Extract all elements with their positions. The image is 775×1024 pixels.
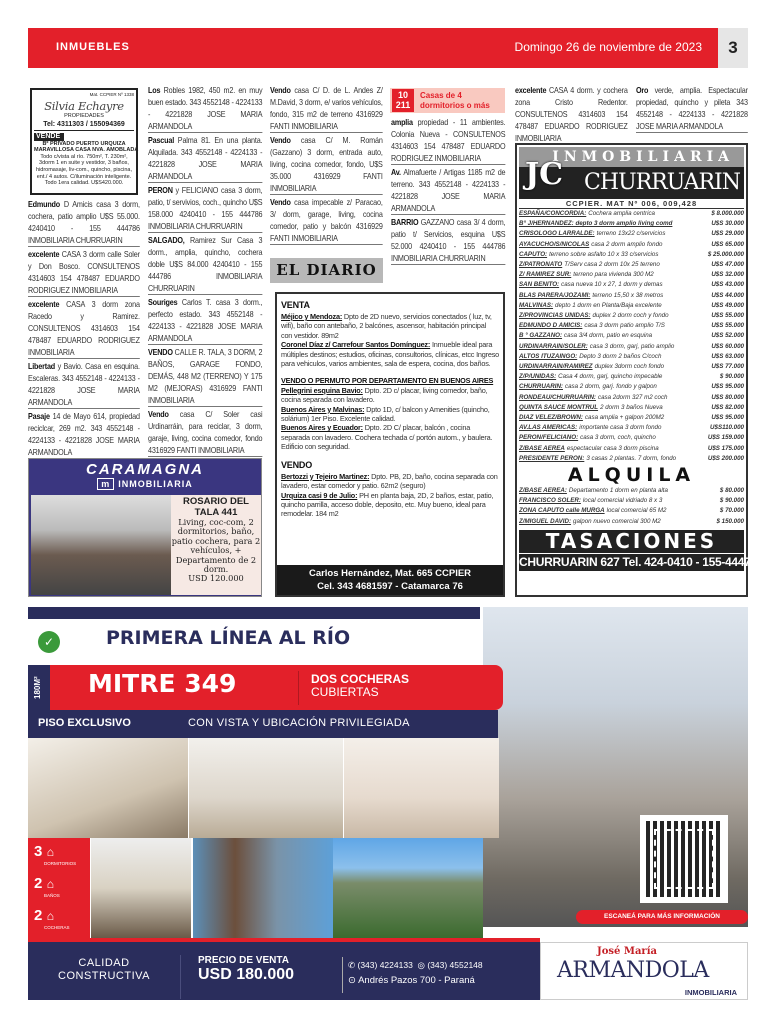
river-view-photo <box>333 838 483 938</box>
headline: PRIMERA LÍNEA AL RÍO <box>106 627 351 649</box>
ad-text: Palma 81. En una planta. Alquilada. 343 4552148 - 4224133 - 4221828 JOSE MARIA ARMANDOLA <box>148 135 263 181</box>
ad-keyword: excelente <box>28 249 60 259</box>
ad-keyword: Av. <box>391 167 401 177</box>
price-row: DIAZ VELEZ/BROWN: casa amplia + galpon 200M2 U$S 95.000 <box>519 414 744 422</box>
price-row: PRESIDENTE PERON: 3 casas 2 plantas. 7 dorm, fondo U$S 200.000 <box>519 454 744 462</box>
price-row: AV.LAS AMERICAS: importante casa 3 dorm fondo U$S110.000 <box>519 424 744 432</box>
ad-text: y Bavio. Casa en esquina. Escaleras. 343 4552148 - 4224133 - 4221828 JOSE MARIA ARMANDOLA <box>28 361 140 407</box>
ad-text: propiedad - 11 ambientes. Colonia Nueva - CONSULTENOS 4314603 154 478487 EDUARDO RODRIGUEZ INMOBILIARIA <box>391 117 506 163</box>
price-row: CAPUTO: terreno sobre asfalto 10 x 33 c/servicios $ 25.000.000 <box>519 250 744 258</box>
price-row: ZONA CAPUTO calle MURGA local comercial 65 M2 $ 70.000 <box>519 507 744 515</box>
ad-keyword: Oro <box>636 85 649 95</box>
phone-2[interactable]: (343) 4552148 <box>427 960 483 970</box>
price-row: AYACUCHO/S/NICOLAS casa 2 dorm amplio fondo U$S 65.000 <box>519 240 744 248</box>
bathroom-photo <box>91 838 191 938</box>
ad-text: casa C/ Soler casi Urdinarráin, para reciclar, 3 dorm, garaje, living, cocina comedor, fondo 4316929 FANTI INMOBILIARIA <box>148 409 263 455</box>
ad-keyword: Vendo <box>148 409 169 419</box>
ad-brand: Silvia Echayre <box>44 99 124 113</box>
classified-ad <box>636 84 748 133</box>
ad-text: 14 de Mayo 614, propiedad reciclcar, 269 m2. 343 4552148 - 4224133 - 4221828 JOSE MARIA ARMANDOLA <box>28 411 140 457</box>
exclusive-label: PISO EXCLUSIVO <box>38 717 131 729</box>
feature-item: 2 ⌂ COCHERAS <box>34 907 70 930</box>
carlos-hernandez-ad <box>275 292 505 597</box>
churruarin-top: INMOBILIARIA <box>519 147 744 167</box>
classified-ad <box>28 248 140 297</box>
price-row: MALVINAS: depto 1 dorm en Planta/Baja excelente U$S 49.000 <box>519 301 744 309</box>
classified-ad <box>391 116 505 165</box>
ad-keyword: BARRIO <box>391 217 419 227</box>
property-entry: Méjico y Mendoza: Dpto de 2D nuevo, servicios conectados ( luz, tv, wifi), baño con antebaño, 2 balcónes, ascensor, habitación principal con vestidor. 89m2 <box>281 312 492 340</box>
issue-date: Domingo 26 de noviembre de 2023 <box>514 40 702 54</box>
ad-keyword: Vendo <box>270 135 291 145</box>
property-entry: Pellegrini esquina Bavio: Dpto. 2D c/ placar, living comedor, baño, cocina separada con lavadero. <box>281 385 488 405</box>
classified-ad <box>28 198 140 247</box>
feature-item: 3 ⌂ DORMITORIOS <box>34 843 77 866</box>
contact-block <box>348 957 483 989</box>
ad-desc: Todo c/vista al río. 750m², T. 230m², 3dorm 1 en suite y vestidor, 3 baños, hidromasaje, liv-com., quincho, piscina, ent./ 4 autos. C/iluminación inteligente. Todo 1era calidad. U$S420.000. <box>36 153 132 187</box>
listing-desc: Living, coc-com, 2 dormitorios, baño, patio cochera, para 2 vehículos, + Departamento de 2 dorm. <box>171 517 261 575</box>
churruarin-address: CHURRUARIN 627 Tel. 424-0410 - 155-444786 <box>519 554 764 569</box>
building-icon: m <box>97 478 114 490</box>
ad-keyword: Pasaje <box>28 411 50 421</box>
feature-icon: ⌂ <box>46 909 55 923</box>
classified-ad <box>515 84 628 145</box>
alquila-price-list <box>519 486 744 527</box>
venta-heading: VENTA <box>281 300 310 310</box>
price-row: Z/PROVINCIAS UNIDAS: duplex 2 dorm coch y fondo U$S 55.000 <box>519 312 744 320</box>
feature-item: 2 ⌂ BAÑOS <box>34 875 60 898</box>
listing-price: USD 120.000 <box>188 573 244 584</box>
classified-ad <box>270 196 383 245</box>
ad-keyword: VENDO <box>148 347 173 357</box>
area-label: 180M² <box>33 676 42 699</box>
balcony-photo <box>193 838 333 938</box>
ad-keyword: excelente <box>28 299 60 309</box>
house-photo <box>31 495 171 595</box>
price-row: EDMUNDO D AMICIS: casa 3 dorm patio amplio T/S U$S 55.000 <box>519 322 744 330</box>
ad-text: CALLE R. TALA, 3 DORM, 2 BAÑOS, GARAGE FONDO, DEMÁS, 448 M2 (TERRENO) Y 175 M2 (MEJORAS) 4316929 FANTI INMOBILIARIA <box>148 347 263 405</box>
classified-ad <box>28 298 140 359</box>
price-row: Z/MIGUEL DAVID: galpon nuevo comercial 300 M2 $ 150.000 <box>519 517 744 525</box>
ad-keyword: Pascual <box>148 135 175 145</box>
classified-ad <box>270 84 383 133</box>
ad-text: casa C/ M. Román (Gazzano) 3 dorm, entrada auto, living, cocina comedor, fondo, U$S 35.000 4316929 FANTI INMOBILIARIA <box>270 135 383 193</box>
price-row: FRANCISCO SOLER: local comercial vidriado 8 x 3 $ 90.000 <box>519 497 744 505</box>
ad-keyword: Libertad <box>28 361 56 371</box>
listing-column-1 <box>28 198 140 460</box>
listing-column-3 <box>270 84 383 246</box>
classified-ad <box>148 296 262 345</box>
listing-column-6 <box>636 84 748 134</box>
property-entry: Buenos Aires y Ecuador: Dpto. 2D C/ placar, balcón , cocina separada con lavadero. Cochera techada c/ portón autom., y baulera. Edificio con seguridad. <box>281 423 493 452</box>
section-header <box>28 28 718 68</box>
ad-keyword: Vendo <box>270 85 291 95</box>
ad-text: verde, amplia. Espectacular propiedad, quincho y pileta 343 4552148 - 4224133 - 4221828 JOSE MARIA ARMANDOLA <box>636 85 748 131</box>
alquila-heading: ALQUILA <box>567 464 696 487</box>
price-row: Z/BASE AEREA espectacular casa 3 dorm piscina U$S 175.000 <box>519 444 744 452</box>
permuta-heading: VENDO O PERMUTO POR DEPARTAMENTO EN BUENOS AIRES <box>281 376 494 386</box>
price-row: CRISOLOGO LARRALDE: terreno 13x22 c/servicios U$S 29.000 <box>519 230 744 238</box>
view-label: CON VISTA Y UBICACIÓN PRIVILEGIADA <box>188 717 410 729</box>
ad-keyword: SALGADO, <box>148 235 185 245</box>
caramagna-sub: m INMOBILIARIA <box>29 478 261 490</box>
classified-ad <box>148 184 262 233</box>
ad-vende: VENDE <box>34 133 64 141</box>
ad-text: y FELICIANO casa 3 dorm, patio, t/ servivios, coch., quincho U$S 158.000 4240410 - 155 444786 INMOBILIARIA CHURRUARIN <box>148 185 263 231</box>
price-row: URDINARRAIN/RAMIREZ duplex 3dorm coch fondo U$S 77.000 <box>519 363 744 371</box>
page-number: 3 <box>718 28 748 68</box>
price-row: Z/ RAMIREZ SUR: terreno para vivienda 300 M2 U$S 32.000 <box>519 271 744 279</box>
ad-text: CASA 3 dorm zona Racedo y Ramirez. CONSULTENOS 4314603 154 478487 EDUARDO RODRIGUEZ INMOBILIARIA <box>28 299 140 357</box>
ad-text: casa C/ D. de L. Andes Z/ M.David, 3 dorm, e/ varios vehículos, fondo, 315 m2 de terreno 4316929 FANTI INMOBILIARIA <box>270 85 383 131</box>
ad-text: CASA 4 dorm. y cochera zona Cristo Redentor. CONSULTENOS 4314603 154 478487 EDUARDO RODRIGUEZ INMOBILIARIA <box>515 85 628 143</box>
category-label: Casas de 4 dormitorios o más <box>420 91 490 110</box>
ad-keyword: Souriges <box>148 297 178 307</box>
check-icon: ✓ <box>38 631 60 653</box>
listing-column-2 <box>148 84 262 458</box>
feature-icon: ⌂ <box>46 845 55 859</box>
classified-ad <box>148 134 262 183</box>
phone-icon: ✆ <box>348 960 356 970</box>
ad-text: casa impecable z/ Paracao, 3/ dorm, garage, living, cocina comedor, patio y balcón 4316929 FANTI INMOBILIARIA <box>270 197 383 243</box>
caramagna-logo: CARAMAGNA <box>86 461 204 478</box>
listing-column-4 <box>391 116 505 266</box>
ad-text: Ramirez Sur Casa 3 dorm., amplia, quincho, cochera doble U$S 84.000 4240410 - 155 444786 INMOBILIARIA CHURRUARIN <box>148 235 263 293</box>
contact-footer <box>277 565 503 595</box>
price-row: QUINTA SAUCE MONTRUL 2 dorm 3 baños Nueva U$S 82.000 <box>519 403 744 411</box>
classified-ad <box>148 84 262 133</box>
section-title: INMUEBLES <box>56 41 130 53</box>
qr-code[interactable] <box>640 815 728 903</box>
phone-1[interactable]: (343) 4224133 <box>357 960 413 970</box>
classified-ad <box>148 234 262 295</box>
classified-ad <box>148 408 262 457</box>
price-row: BLAS PARERA/JOZAMI: terreno 15,50 x 38 metros U$S 44.000 <box>519 291 744 299</box>
scan-label: ESCANEÁ PARA MÁS INFORMACIÓN <box>576 910 748 924</box>
category-code: 10 211 <box>392 89 414 112</box>
ad-keyword: PERON <box>148 185 173 195</box>
price-block: PRECIO DE VENTA USD 180.000 <box>198 955 295 983</box>
quality-label: CALIDAD CONSTRUCTIVA <box>58 957 150 982</box>
ad-keyword: excelente <box>515 85 547 95</box>
price-row: SAN BENITO: casa nueva 10 x 27, 1 dorm y demas U$S 43.000 <box>519 281 744 289</box>
price-row: B ° GAZZANO: casa 3/4 dorm, patio en esquina U$S 52.000 <box>519 332 744 340</box>
caramagna-listing <box>171 495 261 595</box>
address-title: MITRE 349 <box>88 669 237 698</box>
classified-ad <box>28 360 140 409</box>
price-row: URDINARRAIN/SOLER: casa 3 dorm, garj, patio amplio U$S 60.000 <box>519 342 744 350</box>
tasaciones-banner: TASACIONES <box>519 530 744 553</box>
classified-ad <box>391 216 505 265</box>
property-entry: Buenos Aires y Malvinas: Dpto 1D, c/ balcon y Amenities (quincho, solárium) 1er Piso. Excelente calidad. <box>281 404 490 424</box>
price-row: ESPAÑA/CONCORDIA: Cochera amplia centrica $ 8.000.000 <box>519 210 744 217</box>
kitchen-photo <box>28 738 188 838</box>
silvia-echayre-ad <box>30 88 138 195</box>
property-entry: Coronel Díaz z/ Carrefour Santos Domínguez: Inmueble ideal para múltiples destinos; estudios, oficinas, consultorios, clínicas, etcc Ingreso para vehiculos, varios ambientes, sala de espera, cocina, dos baños. <box>281 340 500 369</box>
price-row: CHURRUARIN: casa 2 dorm, garj. fondo y galpon U$S 95.000 <box>519 383 744 391</box>
classified-ad <box>270 134 383 195</box>
price-row: ALTOS ITUZAINGO: Depto 3 dorm 2 baños C/coch U$S 63.000 <box>519 352 744 360</box>
jc-logo: JC <box>524 157 564 192</box>
ad-sub: PROPIEDADES <box>64 113 104 119</box>
classified-ad <box>148 346 262 407</box>
ad-tel: Tel: 4311303 / 155094369 <box>34 120 134 131</box>
price-row: PERON/FELICIANO: casa 3 dorm, coch, quincho U$S 159.000 <box>519 434 744 442</box>
ad-text: Carlos T. casa 3 dorm., perfecto estado. 343 4552148 - 4224133 - 4221828 JOSE MARIA ARMANDOLA <box>148 297 263 343</box>
churruarin-ad <box>515 143 764 597</box>
ad-keyword: Vendo <box>270 197 291 207</box>
el-diario-logo: EL DIARIO <box>270 258 383 283</box>
classified-ad <box>28 410 140 459</box>
classified-ad <box>391 166 505 215</box>
property-entry: Urquiza casi 9 de Julio: PH en planta baja, 2D, 2 baños, estar, patio, quincho parrilla, acceso doble, deposito, etc. Muy bueno, ideal para remodelar. 184 m2 <box>281 490 494 519</box>
venta-list <box>281 312 499 368</box>
permuta-list <box>281 386 499 452</box>
contact-phone: Cel. 343 4681597 - Catamarca 76 <box>317 580 463 592</box>
contact-name: Carlos Hernández, Mat. 665 CCPIER <box>308 568 472 579</box>
ad-keyword: amplia <box>391 117 413 127</box>
churruarin-brand: CHURRUARIN <box>519 167 744 199</box>
venta-price-list <box>519 209 744 464</box>
price-row: Z/BASE AEREA: Departamento 1 dorm en planta alta $ 80.000 <box>519 487 744 495</box>
armandola-logo: José María ARMANDOLA INMOBILIARIA <box>540 942 748 1000</box>
top-band <box>28 607 480 619</box>
location-icon: ⊙ <box>348 975 356 986</box>
whatsapp-icon: ◎ <box>417 960 425 970</box>
ad-text: Robles 1982, 450 m2. en muy buen estado. 343 4552148 - 4224133 - 4221828 JOSE MARIA ARMANDOLA <box>148 85 263 131</box>
mitre-349-ad <box>28 607 748 1000</box>
price-row: B° J/HERNANDEZ: depto 3 dorm amplio living comd U$S 30.000 <box>519 220 744 228</box>
ad-text: Almafuerte / Artigas 1185 m2 de terreno. 343 4552148 - 4224133 - 4221828 JOSE MARIA ARMANDOLA <box>391 167 506 213</box>
ad-text: D Amicis casa 3 dorm, cochera, patio amplio U$S 55.000. 4240410 - 155 444786 INMOBILIARIA CHURRUARIN <box>28 199 140 245</box>
ad-keyword: Edmundo <box>28 199 61 209</box>
ad-mat: Mat. CCPIER Nº 1338 <box>89 92 134 97</box>
property-entry: Bertozzi y Tejeiro Martinez: Dpto. PB, 2D, baño, cocina separada con lavadero, estar comedor y patio. 62m2 (seguro) <box>281 471 498 491</box>
living-photo <box>189 738 343 838</box>
ad-keyword: Los <box>148 85 161 95</box>
ad-title2: MARAVILLOSA CASA NVA. AMOBLADA <box>34 147 139 154</box>
feature-icon: ⌂ <box>46 877 55 891</box>
caramagna-ad <box>28 458 262 597</box>
churruarin-mat: CCPIER. MAT Nº 006, 009,428 <box>519 199 744 209</box>
listing-title: ROSARIO DEL TALA 441 <box>183 496 249 518</box>
ad-text: CASA 3 dorm calle Soler y Don Bosco. CONSULTENOS 4314603 154 478487 EDUARDO RODRIGUEZ INMOBILIARIA <box>28 249 140 295</box>
ad-text: GAZZANO casa 3/ 4 dorm, patio t/ Servicios, esquina U$S 52.000 4240410 - 155 444786 INMOBILIARIA CHURRUARIN <box>391 217 506 263</box>
price-row: Z/PATRONATO T/Serv casa 2 dorm 10x 25 terreno U$S 47.000 <box>519 261 744 269</box>
vendo-heading: VENDO <box>281 459 313 470</box>
room-photo <box>344 738 499 838</box>
price-row: Z/P/UNIDAS: Casa 4 dorm, garj, quincho impecable $ 90.000 <box>519 373 744 381</box>
office-address: Andrés Pazos 700 - Paraná <box>358 975 475 986</box>
ad-title: Bº PRIVADO PUERTO URQUIZA <box>42 140 126 147</box>
category-header <box>390 88 505 113</box>
vendo-list <box>281 472 499 519</box>
garage-text: DOS COCHERAS CUBIERTAS <box>311 672 410 699</box>
price-row: RONDEAU/CHURRUARIN: casa 2dorm 327 m2 coch U$S 80.000 <box>519 393 744 401</box>
listing-column-5 <box>515 84 628 146</box>
